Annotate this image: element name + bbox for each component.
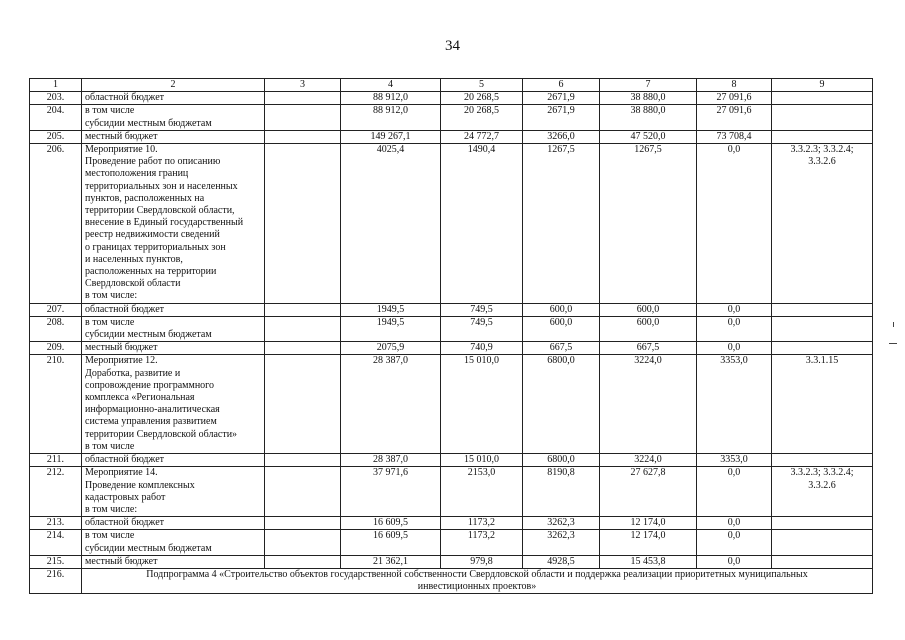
- value-cell: [265, 130, 341, 143]
- value-cell: [265, 517, 341, 530]
- value-cell: 2671,9: [523, 92, 600, 105]
- value-cell: [772, 517, 873, 530]
- value-cell: 3353,0: [697, 355, 772, 454]
- row-number-cell: 216.: [30, 568, 82, 593]
- row-number-cell: 212.: [30, 467, 82, 517]
- value-cell: 1949,5: [341, 316, 441, 341]
- value-cell: 88 912,0: [341, 92, 441, 105]
- row-number-cell: 205.: [30, 130, 82, 143]
- table-row: [30, 105, 873, 130]
- value-cell: 73 708,4: [697, 130, 772, 143]
- value-cell: 667,5: [600, 342, 697, 355]
- value-cell: [772, 303, 873, 316]
- value-cell: 4025,4: [341, 144, 441, 304]
- value-cell: 28 387,0: [341, 355, 441, 454]
- value-cell: 600,0: [600, 303, 697, 316]
- budget-table: [29, 78, 873, 594]
- value-cell: 38 880,0: [600, 105, 697, 130]
- value-cell: 16 609,5: [341, 517, 441, 530]
- row-name-cell: местный бюджет: [82, 555, 265, 568]
- value-cell: 1173,2: [441, 530, 523, 555]
- value-cell: 600,0: [600, 316, 697, 341]
- row-name-cell: местный бюджет: [82, 130, 265, 143]
- value-cell: 0,0: [697, 144, 772, 304]
- row-number-cell: 209.: [30, 342, 82, 355]
- table-row: [30, 355, 873, 454]
- value-cell: 1173,2: [441, 517, 523, 530]
- header-cell: 9: [772, 79, 873, 92]
- value-cell: [265, 342, 341, 355]
- scan-mark: [889, 343, 897, 344]
- header-cell: 8: [697, 79, 772, 92]
- value-cell: [772, 92, 873, 105]
- header-cell: 3: [265, 79, 341, 92]
- row-name-cell: Мероприятие 12. Доработка, развитие и сопровождение программного комплекса «Региональная информационно-аналитическая система управления развитием территории Свердловской области» в том числе: [82, 355, 265, 454]
- value-cell: [772, 342, 873, 355]
- value-cell: 15 453,8: [600, 555, 697, 568]
- row-name-cell: в том числе субсидии местным бюджетам: [82, 530, 265, 555]
- value-cell: [772, 105, 873, 130]
- value-cell: 27 091,6: [697, 105, 772, 130]
- value-cell: 3262,3: [523, 530, 600, 555]
- value-cell: 600,0: [523, 303, 600, 316]
- value-cell: [265, 144, 341, 304]
- row-name-cell: областной бюджет: [82, 92, 265, 105]
- header-row: [30, 79, 873, 92]
- value-cell: 3.3.2.3; 3.3.2.4; 3.3.2.6: [772, 467, 873, 517]
- value-cell: 749,5: [441, 303, 523, 316]
- value-cell: 3262,3: [523, 517, 600, 530]
- value-cell: 8190,8: [523, 467, 600, 517]
- value-cell: 28 387,0: [341, 454, 441, 467]
- row-name-cell: в том числе субсидии местным бюджетам: [82, 105, 265, 130]
- value-cell: [265, 454, 341, 467]
- row-name-cell: Мероприятие 14. Проведение комплексных кадастровых работ в том числе:: [82, 467, 265, 517]
- value-cell: 20 268,5: [441, 105, 523, 130]
- value-cell: 21 362,1: [341, 555, 441, 568]
- header-cell: 7: [600, 79, 697, 92]
- value-cell: 27 627,8: [600, 467, 697, 517]
- row-name-cell: Мероприятие 10. Проведение работ по описанию местоположения границ территориальных зон и населенных пунктов, расположенных на территории Свердловской области, внесение в Единый государственный реестр недвижимости сведений о границах территориальных зон и населенных пунктов, расположенных на территории Свердловской области в том числе:: [82, 144, 265, 304]
- value-cell: 15 010,0: [441, 454, 523, 467]
- row-name-cell: областной бюджет: [82, 517, 265, 530]
- value-cell: [265, 555, 341, 568]
- row-number-cell: 210.: [30, 355, 82, 454]
- header-cell: 1: [30, 79, 82, 92]
- value-cell: 88 912,0: [341, 105, 441, 130]
- value-cell: [265, 530, 341, 555]
- table-row: [30, 517, 873, 530]
- value-cell: 12 174,0: [600, 530, 697, 555]
- value-cell: 0,0: [697, 530, 772, 555]
- value-cell: [772, 316, 873, 341]
- value-cell: 1949,5: [341, 303, 441, 316]
- value-cell: 1267,5: [600, 144, 697, 304]
- value-cell: 24 772,7: [441, 130, 523, 143]
- value-cell: 4928,5: [523, 555, 600, 568]
- value-cell: 6800,0: [523, 454, 600, 467]
- row-number-cell: 207.: [30, 303, 82, 316]
- row-number-cell: 213.: [30, 517, 82, 530]
- value-cell: 3224,0: [600, 355, 697, 454]
- value-cell: [772, 454, 873, 467]
- value-cell: [772, 130, 873, 143]
- value-cell: [265, 92, 341, 105]
- value-cell: 667,5: [523, 342, 600, 355]
- table-row: [30, 555, 873, 568]
- table-row: [30, 530, 873, 555]
- value-cell: 0,0: [697, 517, 772, 530]
- value-cell: 740,9: [441, 342, 523, 355]
- value-cell: 749,5: [441, 316, 523, 341]
- value-cell: 1490,4: [441, 144, 523, 304]
- row-number-cell: 206.: [30, 144, 82, 304]
- value-cell: 6800,0: [523, 355, 600, 454]
- value-cell: 600,0: [523, 316, 600, 341]
- value-cell: 0,0: [697, 467, 772, 517]
- value-cell: 16 609,5: [341, 530, 441, 555]
- value-cell: 149 267,1: [341, 130, 441, 143]
- value-cell: 979,8: [441, 555, 523, 568]
- value-cell: [772, 530, 873, 555]
- value-cell: 38 880,0: [600, 92, 697, 105]
- header-cell: 2: [82, 79, 265, 92]
- table-row: [30, 316, 873, 341]
- value-cell: 2671,9: [523, 105, 600, 130]
- value-cell: 0,0: [697, 555, 772, 568]
- table-row: [30, 92, 873, 105]
- scan-mark: [893, 322, 894, 327]
- value-cell: [772, 555, 873, 568]
- value-cell: 47 520,0: [600, 130, 697, 143]
- row-number-cell: 214.: [30, 530, 82, 555]
- table-row: [30, 342, 873, 355]
- value-cell: 15 010,0: [441, 355, 523, 454]
- header-cell: 5: [441, 79, 523, 92]
- table-row: [30, 303, 873, 316]
- value-cell: 2153,0: [441, 467, 523, 517]
- page-number: 34: [445, 38, 460, 54]
- value-cell: 0,0: [697, 303, 772, 316]
- value-cell: 3353,0: [697, 454, 772, 467]
- value-cell: 3266,0: [523, 130, 600, 143]
- value-cell: 3.3.2.3; 3.3.2.4; 3.3.2.6: [772, 144, 873, 304]
- value-cell: 2075,9: [341, 342, 441, 355]
- row-number-cell: 208.: [30, 316, 82, 341]
- subprogram-title-cell: Подпрограмма 4 «Строительство объектов государственной собственности Свердловской области и поддержка реализации приоритетных муниципальных инвестиционных проектов»: [82, 568, 873, 593]
- row-number-cell: 204.: [30, 105, 82, 130]
- header-cell: 4: [341, 79, 441, 92]
- value-cell: [265, 467, 341, 517]
- header-cell: 6: [523, 79, 600, 92]
- value-cell: [265, 355, 341, 454]
- row-name-cell: в том числе субсидии местным бюджетам: [82, 316, 265, 341]
- value-cell: 3.3.1.15: [772, 355, 873, 454]
- value-cell: 20 268,5: [441, 92, 523, 105]
- row-number-cell: 203.: [30, 92, 82, 105]
- table-row: [30, 130, 873, 143]
- row-number-cell: 215.: [30, 555, 82, 568]
- value-cell: [265, 303, 341, 316]
- table-row: [30, 144, 873, 304]
- row-name-cell: областной бюджет: [82, 303, 265, 316]
- row-name-cell: местный бюджет: [82, 342, 265, 355]
- value-cell: 12 174,0: [600, 517, 697, 530]
- value-cell: 0,0: [697, 342, 772, 355]
- value-cell: [265, 105, 341, 130]
- value-cell: 0,0: [697, 316, 772, 341]
- subprogram-row: [30, 568, 873, 593]
- value-cell: 3224,0: [600, 454, 697, 467]
- table-row: [30, 454, 873, 467]
- row-number-cell: 211.: [30, 454, 82, 467]
- value-cell: [265, 316, 341, 341]
- row-name-cell: областной бюджет: [82, 454, 265, 467]
- value-cell: 27 091,6: [697, 92, 772, 105]
- value-cell: 1267,5: [523, 144, 600, 304]
- value-cell: 37 971,6: [341, 467, 441, 517]
- table-row: [30, 467, 873, 517]
